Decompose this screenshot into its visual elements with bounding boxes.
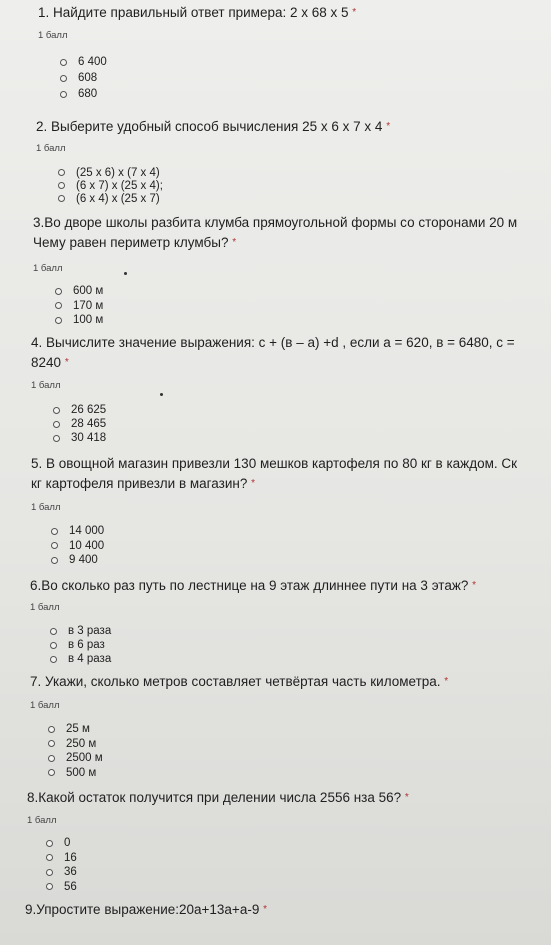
options-list bbox=[55, 284, 103, 328]
answer-option[interactable] bbox=[60, 54, 107, 70]
question-text: 3.Во дворе школы разбита клумба прямоугольной формы со сторонами 20 м bbox=[33, 215, 518, 230]
radio-button-icon[interactable] bbox=[51, 557, 58, 564]
radio-button-icon[interactable] bbox=[46, 854, 53, 861]
answer-option[interactable] bbox=[51, 524, 104, 539]
answer-option-label: 25 м bbox=[66, 723, 90, 736]
answer-option[interactable] bbox=[53, 431, 106, 445]
answer-option-label: 500 м bbox=[66, 766, 97, 779]
answer-option-label: 26 625 bbox=[71, 404, 107, 416]
answer-option-label: 10 400 bbox=[69, 539, 105, 552]
answer-option[interactable] bbox=[53, 417, 106, 431]
answer-option-label: 14 000 bbox=[69, 525, 105, 538]
required-asterisk: * bbox=[352, 7, 357, 18]
radio-button-icon[interactable] bbox=[48, 740, 55, 747]
points-label: 1 балл bbox=[30, 700, 60, 711]
radio-button-icon[interactable] bbox=[46, 840, 53, 847]
required-asterisk: * bbox=[386, 121, 391, 132]
radio-button-icon[interactable] bbox=[50, 656, 57, 663]
radio-button-icon[interactable] bbox=[58, 169, 65, 176]
points-label: 1 балл bbox=[30, 602, 60, 613]
radio-button-icon[interactable] bbox=[46, 869, 53, 876]
answer-option[interactable] bbox=[53, 403, 106, 417]
answer-option-label: 16 bbox=[64, 851, 77, 864]
answer-option[interactable] bbox=[50, 624, 111, 638]
question-title bbox=[31, 334, 515, 371]
answer-option[interactable] bbox=[51, 553, 104, 568]
required-asterisk: * bbox=[64, 357, 69, 368]
question-title bbox=[25, 901, 267, 918]
answer-option-label: в 6 раз bbox=[68, 639, 105, 651]
question-text: 6.Во сколько раз путь по лестнице на 9 этаж длиннее пути на 3 этаж? bbox=[30, 578, 469, 593]
paper-speck bbox=[124, 272, 127, 275]
question-title bbox=[33, 214, 517, 251]
answer-option-label: 600 м bbox=[73, 285, 104, 298]
question-text: 4. Вычислите значение выражения: с + (в – а) +d , если а = 620, в = 6480, с = bbox=[31, 335, 515, 350]
answer-option[interactable] bbox=[58, 192, 163, 205]
paper-speck bbox=[160, 393, 163, 396]
answer-option[interactable] bbox=[48, 722, 103, 737]
question-title bbox=[27, 789, 409, 806]
points-label: 1 балл bbox=[31, 380, 61, 391]
question-text-continued: кг картофеля привезли в магазин? bbox=[31, 476, 248, 491]
answer-option-label: 608 bbox=[78, 72, 98, 84]
answer-option-label: 36 bbox=[64, 866, 77, 879]
answer-option[interactable] bbox=[60, 86, 107, 102]
radio-button-icon[interactable] bbox=[60, 91, 67, 98]
radio-button-icon[interactable] bbox=[48, 755, 55, 762]
answer-option-label: 250 м bbox=[66, 737, 97, 750]
radio-button-icon[interactable] bbox=[55, 288, 62, 295]
radio-button-icon[interactable] bbox=[58, 195, 65, 202]
answer-option[interactable] bbox=[60, 70, 107, 86]
question-title bbox=[36, 118, 390, 135]
question-text: 1. Найдите правильный ответ примера: 2 х 68 х 5 bbox=[38, 5, 349, 20]
radio-button-icon[interactable] bbox=[48, 726, 55, 733]
question-text: 5. В овощной магазин привезли 130 мешков картофеля по 80 кг в каждом. Ск bbox=[31, 456, 518, 471]
points-label: 1 балл bbox=[27, 815, 57, 826]
answer-option-label: 2500 м bbox=[66, 752, 103, 765]
radio-button-icon[interactable] bbox=[51, 542, 58, 549]
radio-button-icon[interactable] bbox=[55, 302, 62, 309]
radio-button-icon[interactable] bbox=[53, 435, 60, 442]
points-label: 1 балл bbox=[31, 502, 61, 513]
answer-option-label: 28 465 bbox=[71, 418, 107, 430]
answer-option-label: 680 bbox=[78, 88, 98, 100]
radio-button-icon[interactable] bbox=[60, 75, 67, 82]
radio-button-icon[interactable] bbox=[60, 59, 67, 66]
answer-option-label: в 3 раза bbox=[68, 625, 112, 637]
radio-button-icon[interactable] bbox=[50, 628, 57, 635]
answer-option-label: 100 м bbox=[73, 314, 104, 327]
question-text: 9.Упростите выражение:20а+13а+а-9 bbox=[25, 902, 260, 917]
answer-option[interactable] bbox=[50, 652, 111, 666]
points-label: 1 балл bbox=[33, 263, 63, 274]
options-list bbox=[48, 722, 103, 780]
answer-option-label: (6 х 4) х (25 х 7) bbox=[76, 192, 160, 205]
radio-button-icon[interactable] bbox=[46, 883, 53, 890]
answer-option-label: 30 418 bbox=[71, 432, 107, 444]
question-text: 2. Выберите удобный способ вычисления 25 х 6 х 7 х 4 bbox=[36, 119, 383, 134]
options-list bbox=[60, 54, 107, 102]
radio-button-icon[interactable] bbox=[55, 317, 62, 324]
answer-option[interactable] bbox=[55, 313, 103, 328]
answer-option[interactable] bbox=[46, 865, 77, 880]
options-list bbox=[51, 524, 104, 568]
points-label: 1 балл bbox=[36, 143, 66, 154]
answer-option-label: 6 400 bbox=[78, 56, 107, 68]
points-label: 1 балл bbox=[38, 30, 68, 41]
question-title bbox=[30, 577, 476, 594]
answer-option[interactable] bbox=[48, 737, 103, 752]
answer-option[interactable] bbox=[50, 638, 111, 652]
question-text-continued: Чему равен периметр клумбы? bbox=[33, 235, 229, 250]
answer-option[interactable] bbox=[58, 166, 163, 179]
radio-button-icon[interactable] bbox=[50, 642, 57, 649]
required-asterisk: * bbox=[444, 676, 449, 687]
radio-button-icon[interactable] bbox=[51, 528, 58, 535]
answer-option[interactable] bbox=[48, 751, 103, 766]
answer-option-label: в 4 раза bbox=[68, 653, 112, 665]
radio-button-icon[interactable] bbox=[53, 421, 60, 428]
answer-option[interactable] bbox=[55, 284, 103, 299]
question-title bbox=[30, 673, 448, 690]
answer-option-label: 170 м bbox=[73, 299, 104, 312]
question-title bbox=[38, 4, 356, 21]
answer-option[interactable] bbox=[46, 836, 77, 851]
answer-option-label: 0 bbox=[64, 837, 71, 850]
options-list bbox=[58, 166, 163, 205]
radio-button-icon[interactable] bbox=[58, 182, 65, 189]
answer-option[interactable] bbox=[46, 880, 77, 895]
answer-option[interactable] bbox=[58, 179, 163, 192]
question-text-continued: 8240 bbox=[31, 355, 62, 370]
answer-option-label: 9 400 bbox=[69, 554, 98, 567]
required-asterisk: * bbox=[404, 792, 409, 803]
required-asterisk: * bbox=[232, 237, 237, 248]
answer-option[interactable] bbox=[46, 851, 77, 866]
answer-option[interactable] bbox=[55, 299, 103, 314]
answer-option[interactable] bbox=[51, 539, 104, 554]
answer-option-label: (25 х 6) х (7 х 4) bbox=[76, 166, 160, 179]
radio-button-icon[interactable] bbox=[48, 769, 55, 776]
answer-option-label: 56 bbox=[64, 880, 77, 893]
required-asterisk: * bbox=[472, 580, 477, 591]
question-text: 7. Укажи, сколько метров составляет четвёртая часть километра. bbox=[30, 674, 441, 689]
answer-option[interactable] bbox=[48, 766, 103, 781]
options-list bbox=[46, 836, 77, 894]
radio-button-icon[interactable] bbox=[53, 407, 60, 414]
question-title bbox=[31, 455, 517, 492]
required-asterisk: * bbox=[251, 478, 256, 489]
answer-option-label: (6 х 7) х (25 х 4); bbox=[76, 179, 163, 192]
required-asterisk: * bbox=[263, 904, 268, 915]
question-text: 8.Какой остаток получится при делении числа 2556 нза 56? bbox=[27, 790, 402, 805]
options-list bbox=[53, 403, 106, 445]
options-list bbox=[50, 624, 111, 666]
